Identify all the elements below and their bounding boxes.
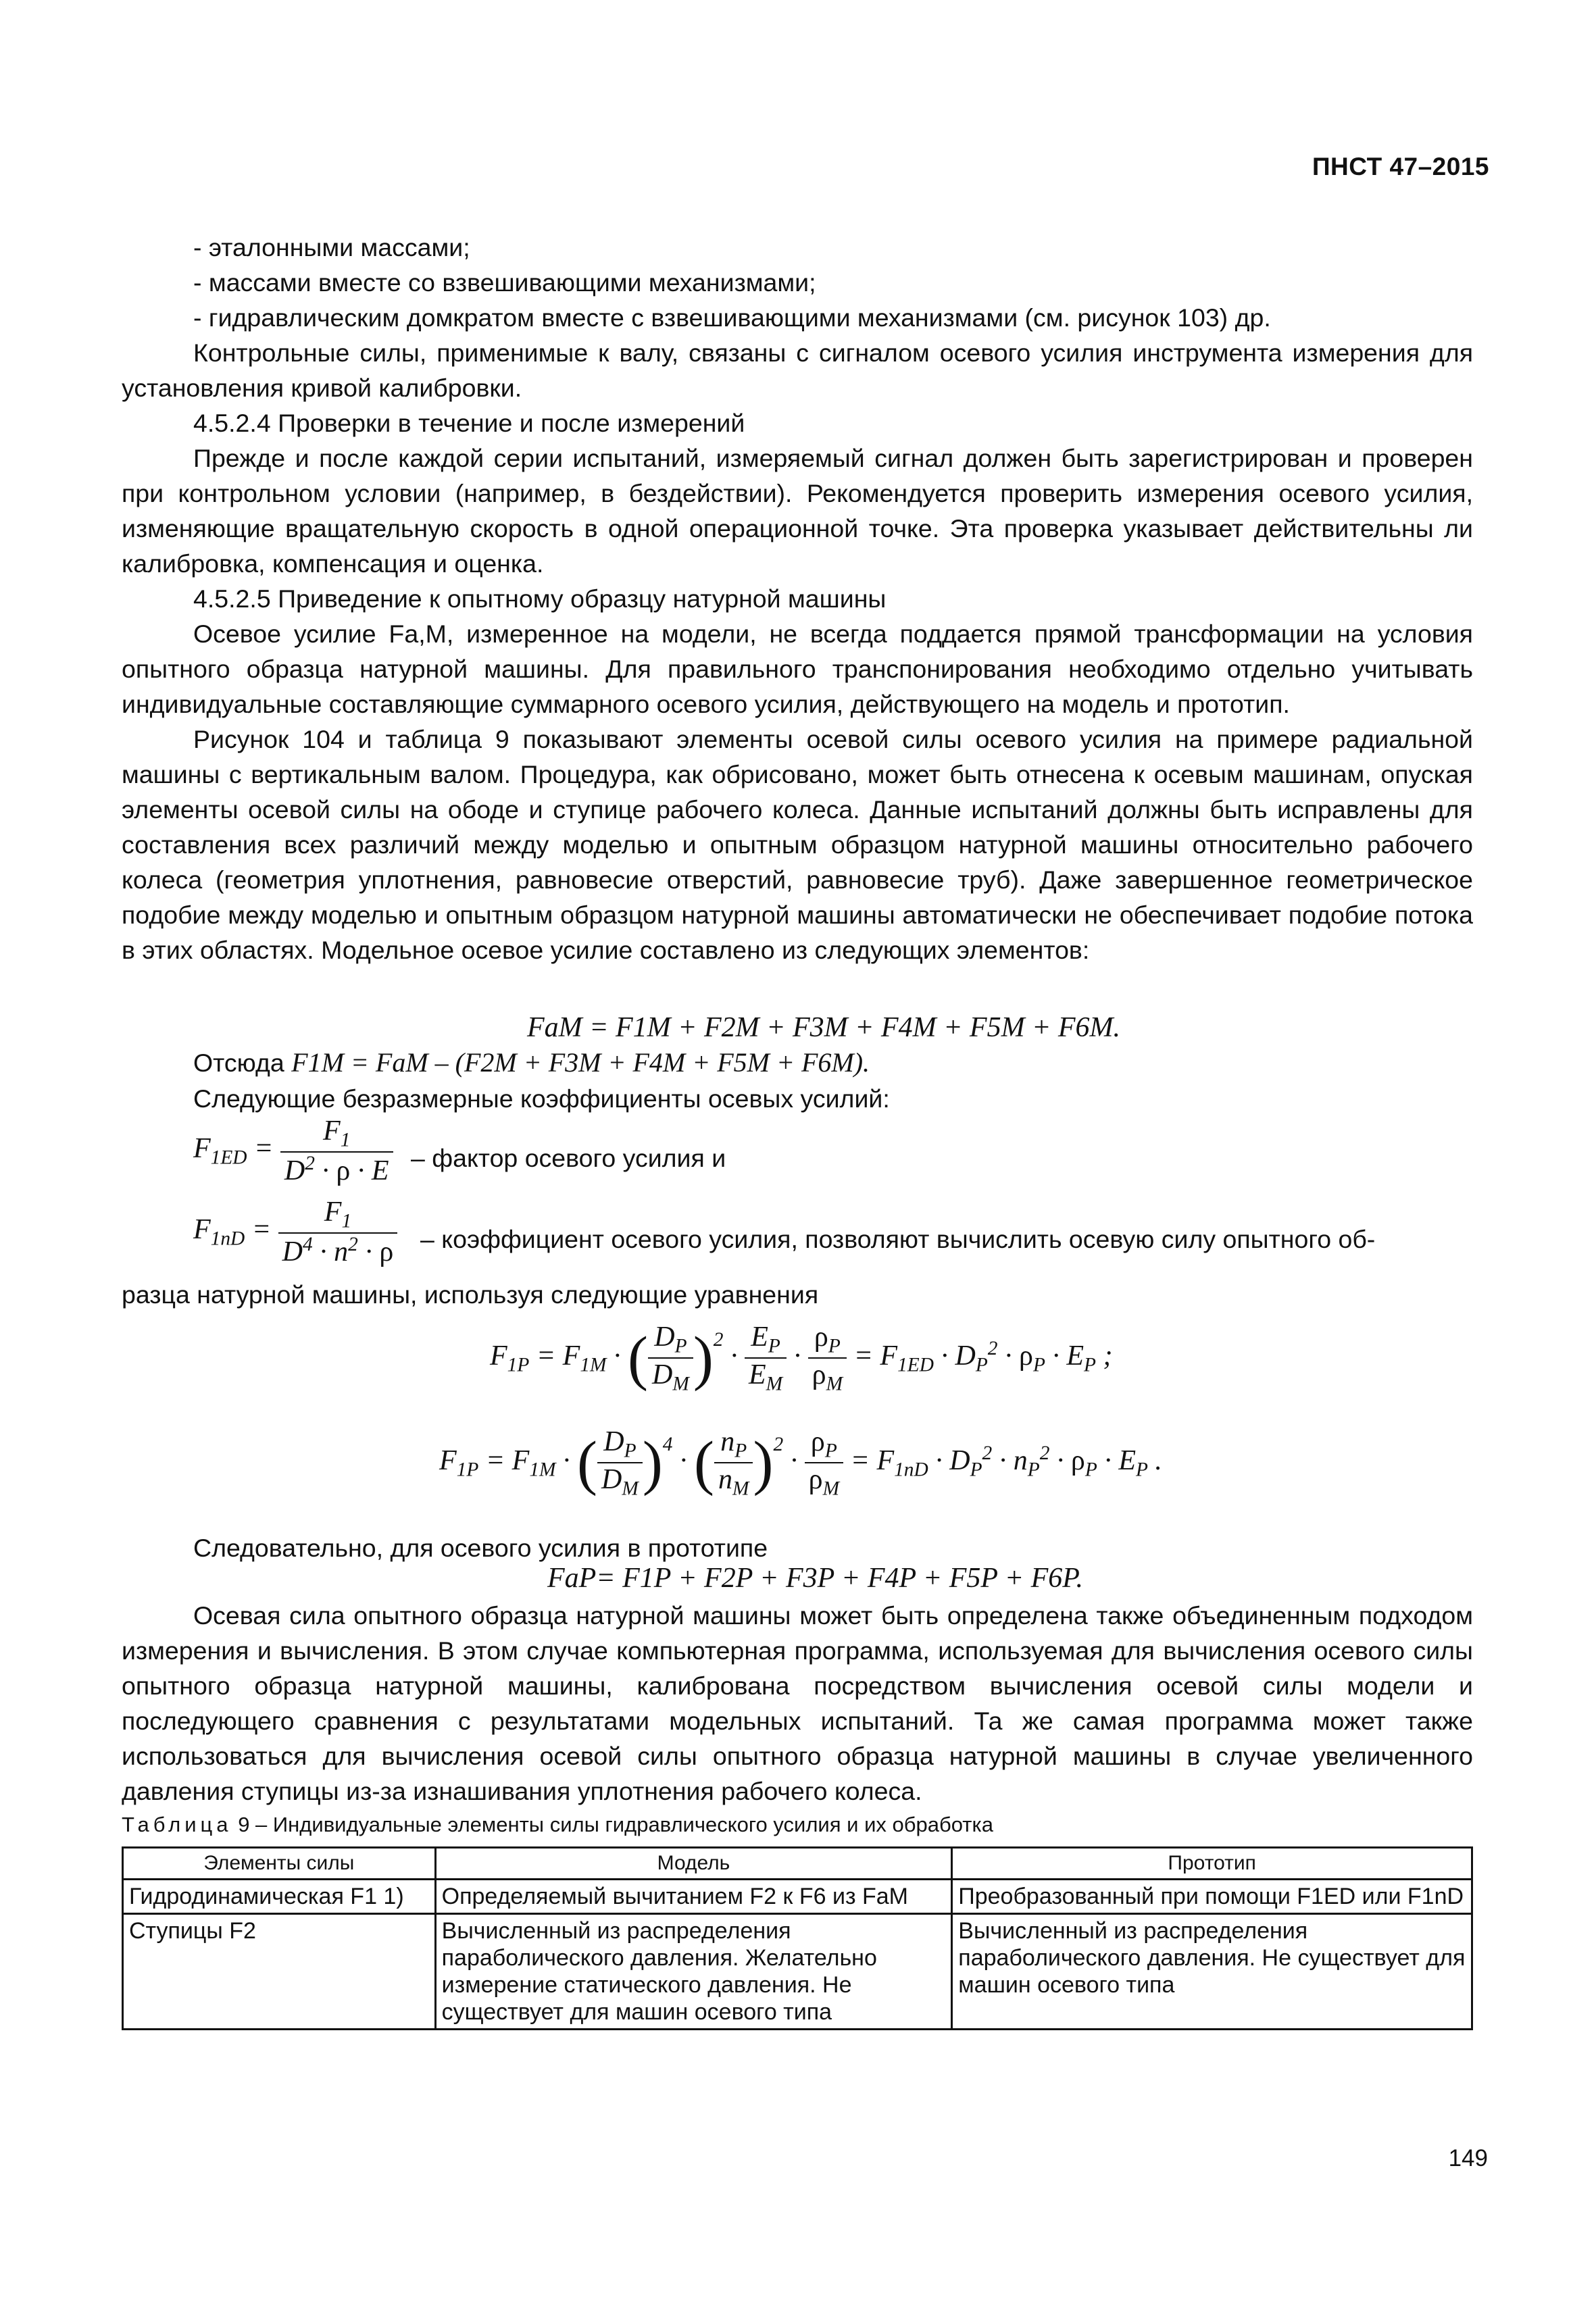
page-number: 149: [1448, 2145, 1488, 2171]
table-header-cell: Прототип: [952, 1848, 1472, 1880]
paragraph: Осевая сила опытного образца натурной машины может быть определена также объединенным подходом измерения и вычисления. В этом случае компьютерная программа, используемая для вычисления осевого силы опытного образца натурной машины, калибрована посредством вычисления осевой силы модели и последующего сравнения с результатами модельных испытаний. Та же самая программа может также использоваться для вычисления осевой силы опытного образца натурной машины в случае увеличенного давления ступицы из-за изнашивания уплотнения рабочего колеса.: [122, 1601, 1473, 1805]
table-cell: Определяемый вычитанием F2 к F6 из FaM: [435, 1880, 952, 1914]
f1nd-continuation: разца натурной машины, используя следующие уравнения: [122, 1280, 819, 1309]
list-item: - массами вместе со взвешивающими механизмами;: [193, 268, 816, 297]
table-cell: Вычисленный из распределения параболического давления. Не существует для машин осевого типа: [952, 1914, 1472, 2030]
body-text: [122, 230, 1473, 967]
table-row: [123, 1914, 1472, 2030]
formula-hence-line: [193, 1045, 870, 1080]
table-row: [123, 1880, 1472, 1914]
table-header-cell: Модель: [435, 1848, 952, 1880]
formula-sum-proto: FaP= F1P + F2P + F3P + F4P + F5P + F6P.: [547, 1563, 1084, 1594]
f1ed-description: – фактор осевого усилия и: [411, 1144, 726, 1172]
formula-f1nd: $F_{1nD}$ = $\frac{F_1}{D^4 \cdot n^2 \cdot \rho}$: [193, 1196, 397, 1268]
formula-f1p-nd: $F_{1P} = F_{1M}$ · ( $\frac{D_P}{D_M}$ )$^4$ · ( $\frac{n_P}{n_M}$ )$^2$ · $\frac{\rho_P}{\rho_M}$ = $F_{1nD} \cdot D_P^2 \cdot n_P^2 \cdot \rho_P \cdot E_P$ .: [439, 1426, 1162, 1500]
list-item: - гидравлическим домкратом вместе с взвешивающими механизмами (см. рисунок 103) др.: [193, 303, 1271, 332]
coeffs-intro: Следующие безразмерные коэффициенты осевых усилий:: [193, 1084, 890, 1113]
section-heading: 4.5.2.4 Проверки в течение и после измерений: [193, 409, 745, 437]
table-cell: Ступицы F2: [123, 1914, 436, 2030]
table-cell: Преобразованный при помощи F1ED или F1nD: [952, 1880, 1472, 1914]
section-heading: 4.5.2.5 Приведение к опытному образцу натурной машины: [193, 584, 887, 613]
consequently-text: Следовательно, для осевого усилия в прототипе: [193, 1534, 768, 1562]
fraction: $\frac{F_1}{D^2 \cdot \rho \cdot E}$: [280, 1115, 393, 1187]
fraction: $\frac{F_1}{D^4 \cdot n^2 \cdot \rho}$: [278, 1196, 398, 1268]
table-caption: [122, 1813, 993, 1837]
hence-prefix: Отсюда: [193, 1049, 284, 1077]
table-caption-text: 9 – Индивидуальные элементы силы гидравлического усилия и их обработка: [238, 1813, 993, 1836]
closing-text: [122, 1598, 1473, 1809]
standard-header: ПНСТ 47–2015: [1312, 153, 1489, 180]
paragraph: Контрольные силы, применимые к валу, связаны с сигналом осевого усилия инструмента измерения для установления кривой калибровки.: [122, 338, 1473, 402]
formula-f1p-ed: $F_{1P} = F_{1M}$ · ( $\frac{D_P}{D_M}$ )$^2$ · $\frac{E_P}{E_M}$ · $\frac{\rho_P}{\rho_M}$ = $F_{1ED} \cdot D_P^2 \cdot \rho_P \cdot E_P$ ;: [490, 1322, 1113, 1395]
paragraph: Осевое усилие Fa,M, измеренное на модели, не всегда поддается прямой трансформации на условия опытного образца натурной машины. Для правильного транспонирования необходимо отдельно учитывать индивидуальные составляющие суммарного осевого усилия, действующего на модель и прототип.: [122, 620, 1473, 718]
table-cell: Гидродинамическая F1 1): [123, 1880, 436, 1914]
list-item: - эталонными массами;: [193, 233, 470, 261]
table-header-row: [123, 1848, 1472, 1880]
table-cell: Вычисленный из распределения параболического давления. Желательно измерение статического давления. Не существует для машин осевого типа: [435, 1914, 952, 2030]
f1nd-description: – коэффициент осевого усилия, позволяют вычислить осевую силу опытного об-: [420, 1225, 1376, 1253]
table-header-cell: Элементы силы: [123, 1848, 436, 1880]
formula-f1ed: $F_{1ED}$ = $\frac{F_1}{D^2 \cdot \rho \cdot E}$: [193, 1115, 393, 1187]
formula-sum-model: FaM = F1M + F2M + F3M + F4M + F5M + F6M.: [527, 1012, 1121, 1043]
paragraph: Прежде и после каждой серии испытаний, измеряемый сигнал должен быть зарегистрирован и проверен при контрольном условии (например, в бездействии). Рекомендуется проверить измерения осевого усилия, изменяющие вращательную скорость в одной операционной точке. Эта проверка указывает действительны ли калибровка, компенсация и оценка.: [122, 444, 1473, 578]
formula-hence: F1M = FaM – (F2M + F3M + F4M + F5M + F6M).: [291, 1047, 870, 1078]
paragraph: Рисунок 104 и таблица 9 показывают элементы осевой силы осевого усилия на примере радиальной машины с вертикальным валом. Процедура, как обрисовано, может быть отнесена к осевым машинам, опуская элементы осевой силы на ободе и ступице рабочего колеса. Данные испытаний должны быть исправлены для составления всех различий между моделью и опытным образцом натурной машины относительно рабочего колеса (геометрия уплотнения, равновесие отверстий, равновесие труб). Даже завершенное геометрическое подобие между моделью и опытным образцом натурной машины автоматически не обеспечивает подобие потока в этих областях. Модельное осевое усилие составлено из следующих элементов:: [122, 725, 1473, 964]
table-caption-label: Таблица: [122, 1813, 232, 1836]
forces-table: [122, 1846, 1473, 2030]
